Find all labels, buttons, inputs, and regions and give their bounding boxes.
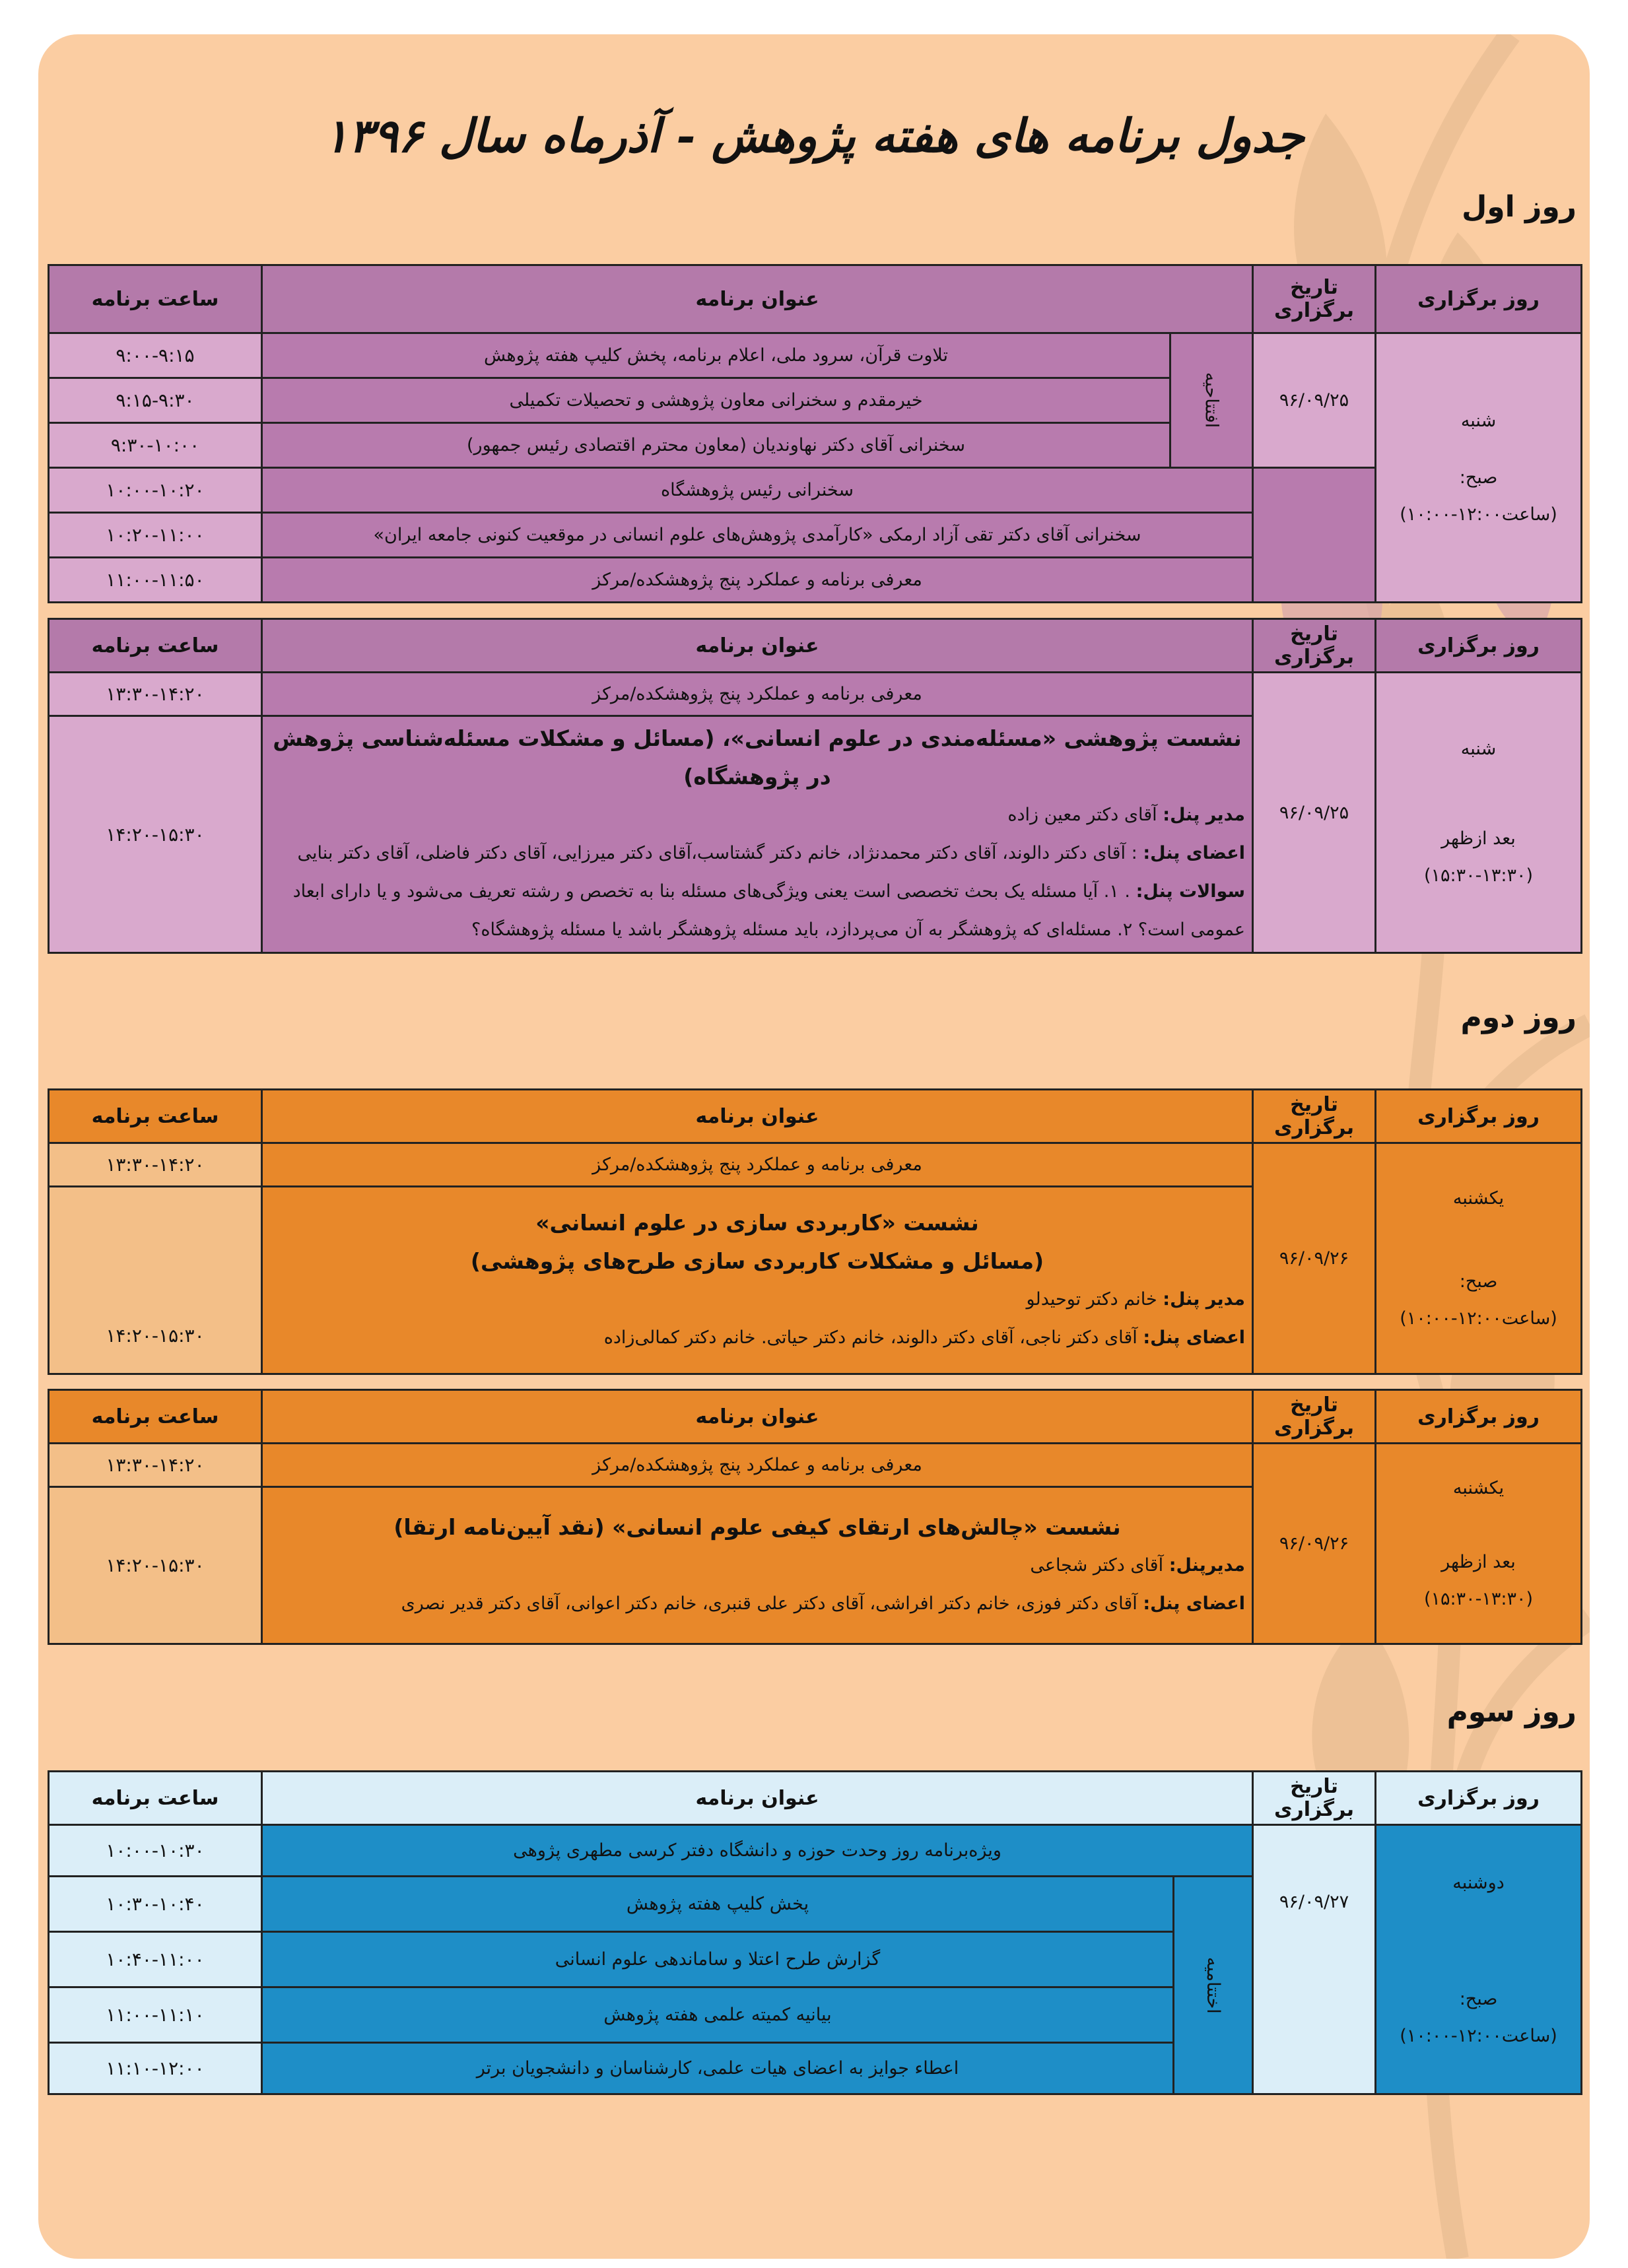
header-topic: عنوان برنامه <box>262 1772 1253 1825</box>
topic-cell: تلاوت قرآن، سرود ملی، اعلام برنامه، پخش کلیپ هفته پژوهش <box>262 333 1170 378</box>
date-cell: ۹۶/۰۹/۲۶ <box>1253 1444 1376 1644</box>
time-cell: ۹:۰۰-۹:۱۵ <box>49 333 262 378</box>
day3-morning-table <box>48 1770 1582 2095</box>
time-cell: ۱۳:۳۰-۱۴:۲۰ <box>49 1444 262 1487</box>
time-cell: ۱۳:۳۰-۱۴:۲۰ <box>49 1143 262 1187</box>
members-names: آقای دکتر ناجی، آقای دکتر دالوند، خانم دکتر حیاتی. خانم دکتر کمالی‌زاده <box>603 1327 1137 1348</box>
session-hours: (ساعت۱۲:۰۰-۱۰:۰۰) <box>1400 504 1557 525</box>
opening-group-label: افتتاحیه <box>1170 333 1253 468</box>
moderator-name: خانم دکتر توحیدلو <box>1026 1288 1157 1310</box>
header-date: تاریخ برگزاری <box>1253 1772 1376 1825</box>
day-cell <box>1376 673 1582 953</box>
session-label: بعد ازظهر <box>1441 828 1516 849</box>
panel-members <box>269 834 1245 873</box>
time-cell: ۱۴:۲۰-۱۵:۳۰ <box>49 1187 262 1374</box>
topic-cell: ویژه‌برنامه روز وحدت حوزه و دانشگاه دفتر کرسی مطهری پژوهی <box>262 1825 1253 1877</box>
time-cell: ۱۰:۲۰-۱۱:۰۰ <box>49 513 262 558</box>
topic-cell: اعطاء جوایز به اعضای هیات علمی، کارشناسان و دانشجویان برتر <box>262 2043 1174 2094</box>
topic-cell: بیانیه کمیته علمی هفته پژوهش <box>262 1987 1174 2043</box>
page-title: جدول برنامه های هفته پژوهش - آذرماه سال ۱۳۹۶ <box>323 108 1305 163</box>
panel-moderator <box>269 796 1245 834</box>
day-cell <box>1376 1825 1582 2094</box>
panel-subtitle: (مسائل و مشکلات کاربردی سازی طرح‌های پژوهشی) <box>470 1248 1044 1274</box>
time-cell: ۱۰:۰۰-۱۰:۲۰ <box>49 468 262 513</box>
header-topic: عنوان برنامه <box>262 1090 1253 1143</box>
day-name: یکشنبه <box>1452 1187 1505 1209</box>
panel-members <box>269 1585 1245 1623</box>
header-date: تاریخ برگزاری <box>1253 265 1376 333</box>
topic-cell: معرفی برنامه و عملکرد پنج پژوهشکده/مرکز <box>262 1444 1253 1487</box>
day2-afternoon-table <box>48 1389 1582 1645</box>
table-row <box>49 673 1582 716</box>
time-cell: ۱۰:۳۰-۱۰:۴۰ <box>49 1877 262 1932</box>
table-header-row <box>49 619 1582 673</box>
panel-title: نشست پژوهشی «مسئله‌مندی در علوم انسانی»، (مسائل و مشکلات مسئله‌شناسی پژوهش در پژوهشگاه) <box>273 725 1242 789</box>
topic-cell: معرفی برنامه و عملکرد پنج پژوهشکده/مرکز <box>262 558 1253 603</box>
moderator-label: مدیر پنل: <box>1163 1288 1245 1310</box>
day-cell <box>1376 1143 1582 1374</box>
time-cell: ۱۴:۲۰-۱۵:۳۰ <box>49 1487 262 1644</box>
date-cell-extension <box>1253 468 1376 603</box>
table-header-row <box>49 1090 1582 1143</box>
date-cell: ۹۶/۰۹/۲۵ <box>1253 333 1376 468</box>
table-row <box>49 1143 1582 1187</box>
day1-afternoon-table <box>48 618 1582 954</box>
header-date: تاریخ برگزاری <box>1253 1090 1376 1143</box>
header-time: ساعت برنامه <box>49 265 262 333</box>
topic-cell: خیرمقدم و سخنرانی معاون پژوهشی و تحصیلات تکمیلی <box>262 378 1170 423</box>
session-label: صبح: <box>1459 1988 1498 2009</box>
panel-title: نشست «چالش‌های ارتقای کیفی علوم انسانی» (نقد آیین‌نامه ارتقا) <box>393 1514 1121 1540</box>
topic-cell: سخنرانی آقای دکتر نهاوندیان (معاون محترم اقتصادی رئیس جمهور) <box>262 423 1170 468</box>
panel-moderator <box>269 1547 1245 1585</box>
session-hours: (۱۵:۳۰-۱۳:۳۰) <box>1423 865 1534 886</box>
panel-cell <box>262 716 1253 953</box>
time-cell: ۱۰:۴۰-۱۱:۰۰ <box>49 1932 262 1987</box>
time-cell: ۱۱:۱۰-۱۲:۰۰ <box>49 2043 262 2094</box>
members-label: اعضای پنل: <box>1143 843 1245 863</box>
questions-label: سوالات پنل: <box>1136 881 1245 902</box>
topic-cell: معرفی برنامه و عملکرد پنج پژوهشکده/مرکز <box>262 1143 1253 1187</box>
day-cell <box>1376 333 1582 603</box>
date-cell: ۹۶/۰۹/۲۷ <box>1253 1825 1376 2094</box>
time-cell: ۱۰:۰۰-۱۰:۳۰ <box>49 1825 262 1877</box>
header-time: ساعت برنامه <box>49 1772 262 1825</box>
header-date: تاریخ برگزاری <box>1253 1390 1376 1444</box>
time-cell: ۱۱:۰۰-۱۱:۱۰ <box>49 1987 262 2043</box>
session-label: صبح: <box>1459 467 1498 488</box>
topic-cell: پخش کلیپ هفته پژوهش <box>262 1877 1174 1932</box>
day-name: شنبه <box>1460 410 1497 431</box>
header-date: تاریخ برگزاری <box>1253 619 1376 673</box>
header-topic: عنوان برنامه <box>262 265 1253 333</box>
members-label: اعضای پنل: <box>1143 1593 1245 1614</box>
header-day: روز برگزاری <box>1376 1090 1582 1143</box>
session-hours: (ساعت۱۲:۰۰-۱۰:۰۰) <box>1400 1308 1557 1329</box>
session-label: بعد ازظهر <box>1441 1551 1516 1572</box>
header-topic: عنوان برنامه <box>262 1390 1253 1444</box>
date-cell: ۹۶/۰۹/۲۶ <box>1253 1143 1376 1374</box>
members-names: آقای دکتر فوزی، خانم دکتر افراشی، آقای دکتر علی قنبری، خانم دکتر اعوانی، آقای دکتر قدیر نصری <box>401 1593 1137 1614</box>
table-row <box>49 468 1582 513</box>
moderator-name: آقای دکتر معین زاده <box>1007 805 1157 825</box>
table-row <box>49 333 1582 378</box>
header-day: روز برگزاری <box>1376 1772 1582 1825</box>
topic-cell: گزارش طرح اعتلا و ساماندهی علوم انسانی <box>262 1932 1174 1987</box>
page-background <box>38 34 1590 2259</box>
panel-members <box>269 1319 1245 1357</box>
panel-moderator <box>269 1281 1245 1319</box>
day1-morning-table <box>48 264 1582 603</box>
closing-group-label: اختتامیه <box>1174 1877 1253 2094</box>
session-hours: (۱۵:۳۰-۱۳:۳۰) <box>1423 1588 1534 1609</box>
day2-heading: روز دوم <box>1460 1001 1577 1034</box>
header-topic: عنوان برنامه <box>262 619 1253 673</box>
questions-text: . ۱. آیا مسئله یک بحث تخصصی است یعنی ویژگی‌های مسئله بنا به تخصص و رشته تعریف می‌شود و یا دارای ابعاد عمومی است؟ ۲. مسئله‌ای که پژوهشگر به آن می‌پردازد، باید مسئله پژوهشگر باشد یا مسئله پژوهشگاه؟ <box>292 881 1245 940</box>
members-names: : آقای دکتر دالوند، آقای دکتر محمدنژاد، خانم دکتر گشتاسب،آقای دکتر میرزایی، آقای دکتر فاضلی، آقای دکتر بنایی <box>297 843 1137 863</box>
panel-cell <box>262 1487 1253 1644</box>
day2-morning-table <box>48 1088 1582 1375</box>
day-name: شنبه <box>1460 739 1497 759</box>
moderator-label: مدیر پنل: <box>1163 805 1245 825</box>
time-cell: ۹:۳۰-۱۰:۰۰ <box>49 423 262 468</box>
day1-heading: روز اول <box>1462 190 1577 224</box>
header-day: روز برگزاری <box>1376 619 1582 673</box>
topic-cell: معرفی برنامه و عملکرد پنج پژوهشکده/مرکز <box>262 673 1253 716</box>
table-header-row <box>49 1772 1582 1825</box>
topic-cell: سخنرانی رئیس پژوهشگاه <box>262 468 1253 513</box>
day3-heading: روز سوم <box>1446 1695 1577 1729</box>
table-row <box>49 1825 1582 1877</box>
header-day: روز برگزاری <box>1376 1390 1582 1444</box>
time-cell: ۱۱:۰۰-۱۱:۵۰ <box>49 558 262 603</box>
date-cell: ۹۶/۰۹/۲۵ <box>1253 673 1376 953</box>
session-label: صبح: <box>1459 1271 1498 1292</box>
panel-questions <box>269 873 1245 949</box>
day-cell <box>1376 1444 1582 1644</box>
panel-cell <box>262 1187 1253 1374</box>
header-time: ساعت برنامه <box>49 1090 262 1143</box>
time-cell: ۹:۱۵-۹:۳۰ <box>49 378 262 423</box>
time-cell: ۱۴:۲۰-۱۵:۳۰ <box>49 716 262 953</box>
header-time: ساعت برنامه <box>49 619 262 673</box>
time-cell: ۱۳:۳۰-۱۴:۲۰ <box>49 673 262 716</box>
header-day: روز برگزاری <box>1376 265 1582 333</box>
members-label: اعضای پنل: <box>1143 1327 1245 1348</box>
topic-cell: سخنرانی آقای دکتر تقی آزاد ارمکی «کارآمدی پژوهش‌های علوم انسانی در موقعیت کنونی جامعه ایران» <box>262 513 1253 558</box>
day-name: یکشنبه <box>1452 1477 1505 1498</box>
header-time: ساعت برنامه <box>49 1390 262 1444</box>
moderator-name: آقای دکتر شجاعی <box>1030 1554 1164 1576</box>
moderator-label: مدیرپنل: <box>1169 1554 1245 1576</box>
table-header-row <box>49 1390 1582 1444</box>
table-row <box>49 1444 1582 1487</box>
day-name: دوشنبه <box>1452 1872 1505 1893</box>
session-hours: (ساعت۱۲:۰۰-۱۰:۰۰) <box>1400 2025 1557 2046</box>
panel-title: نشست «کاربردی سازی در علوم انسانی» <box>535 1209 979 1236</box>
table-header-row <box>49 265 1582 333</box>
